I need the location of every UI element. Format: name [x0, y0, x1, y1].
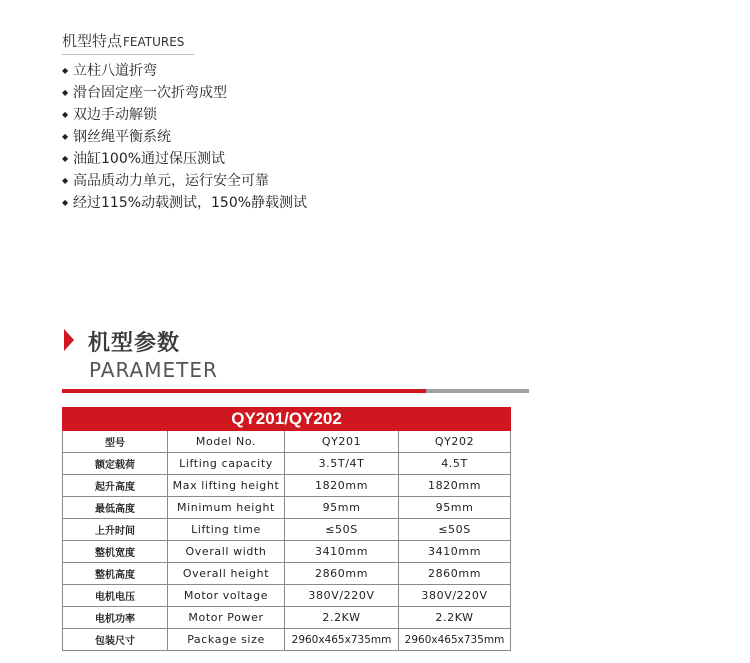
- table-title-row: [63, 408, 511, 431]
- feature-item: [62, 60, 307, 82]
- qy202-value: 4.5T: [399, 453, 511, 475]
- feature-item-text: 钢丝绳平衡系统: [73, 129, 171, 145]
- row-label-cn: 电机电压: [63, 585, 168, 607]
- parameter-divider-gray: [426, 389, 529, 393]
- feature-item: [62, 170, 307, 192]
- table-row: [63, 585, 511, 607]
- feature-item: [62, 104, 307, 126]
- row-label-cn: 起升高度: [63, 475, 168, 497]
- features-title-cn: 机型特点: [62, 32, 123, 50]
- row-label-cn: 包装尺寸: [63, 629, 168, 651]
- qy202-value: 1820mm: [399, 475, 511, 497]
- features-title: [62, 30, 184, 51]
- row-label-en: Minimum height: [168, 497, 285, 519]
- row-label-en: Overall height: [168, 563, 285, 585]
- features-title-en: FEATURES: [123, 35, 185, 49]
- qy201-value: 3.5T/4T: [285, 453, 399, 475]
- qy201-value: 2960x465x735mm: [285, 629, 399, 651]
- table-row: [63, 519, 511, 541]
- bullet-diamond-icon: ◆: [62, 88, 69, 97]
- qy201-value: 2860mm: [285, 563, 399, 585]
- qy201-value: 95mm: [285, 497, 399, 519]
- feature-item-text: 立柱八道折弯: [73, 63, 157, 79]
- row-label-cn: 整机宽度: [63, 541, 168, 563]
- qy202-value: 3410mm: [399, 541, 511, 563]
- bullet-diamond-icon: ◆: [62, 132, 69, 141]
- feature-item-text: 油缸100%通过保压测试: [73, 151, 226, 167]
- spec-table-body: [63, 431, 511, 651]
- row-label-en: Motor voltage: [168, 585, 285, 607]
- row-label-en: Lifting time: [168, 519, 285, 541]
- feature-item: [62, 192, 307, 214]
- qy201-value: 3410mm: [285, 541, 399, 563]
- spec-table: [62, 407, 511, 651]
- feature-item-text: 经过115%动载测试，150%静载测试: [73, 195, 308, 211]
- feature-item: [62, 82, 307, 104]
- bullet-diamond-icon: ◆: [62, 198, 69, 207]
- row-label-en: Max lifting height: [168, 475, 285, 497]
- row-label-en: Motor Power: [168, 607, 285, 629]
- row-label-cn: 最低高度: [63, 497, 168, 519]
- row-label-cn: 电机功率: [63, 607, 168, 629]
- table-row: [63, 607, 511, 629]
- row-label-en: Lifting capacity: [168, 453, 285, 475]
- bullet-diamond-icon: ◆: [62, 66, 69, 75]
- qy202-value: 2.2KW: [399, 607, 511, 629]
- qy201-value: ≤50S: [285, 519, 399, 541]
- row-label-cn: 额定载荷: [63, 453, 168, 475]
- row-label-cn: 型号: [63, 431, 168, 453]
- table-row: [63, 563, 511, 585]
- bullet-diamond-icon: ◆: [62, 176, 69, 185]
- features-divider: [62, 54, 194, 55]
- row-label-en: Overall width: [168, 541, 285, 563]
- parameter-title-en: PARAMETER: [89, 358, 218, 382]
- row-label-cn: 上升时间: [63, 519, 168, 541]
- table-row: [63, 629, 511, 651]
- feature-list: [62, 60, 307, 214]
- bullet-diamond-icon: ◆: [62, 110, 69, 119]
- qy201-value: 1820mm: [285, 475, 399, 497]
- table-row: [63, 475, 511, 497]
- table-title: QY201/QY202: [63, 408, 511, 431]
- triangle-marker-icon: [64, 329, 74, 351]
- qy202-value: 95mm: [399, 497, 511, 519]
- qy201-value: 380V/220V: [285, 585, 399, 607]
- table-row: [63, 431, 511, 453]
- feature-item: [62, 148, 307, 170]
- feature-item-text: 双边手动解锁: [73, 107, 157, 123]
- qy202-value: ≤50S: [399, 519, 511, 541]
- parameter-divider-red: [62, 389, 426, 393]
- qy201-value: QY201: [285, 431, 399, 453]
- table-row: [63, 497, 511, 519]
- qy201-value: 2.2KW: [285, 607, 399, 629]
- qy202-value: QY202: [399, 431, 511, 453]
- bullet-diamond-icon: ◆: [62, 154, 69, 163]
- parameter-title-cn: 机型参数: [88, 331, 181, 356]
- table-row: [63, 541, 511, 563]
- feature-item-text: 高品质动力单元，运行安全可靠: [73, 173, 269, 189]
- row-label-en: Package size: [168, 629, 285, 651]
- row-label-cn: 整机高度: [63, 563, 168, 585]
- table-row: [63, 453, 511, 475]
- feature-item: [62, 126, 307, 148]
- qy202-value: 380V/220V: [399, 585, 511, 607]
- qy202-value: 2960x465x735mm: [399, 629, 511, 651]
- row-label-en: Model No.: [168, 431, 285, 453]
- qy202-value: 2860mm: [399, 563, 511, 585]
- feature-item-text: 滑台固定座一次折弯成型: [73, 85, 227, 101]
